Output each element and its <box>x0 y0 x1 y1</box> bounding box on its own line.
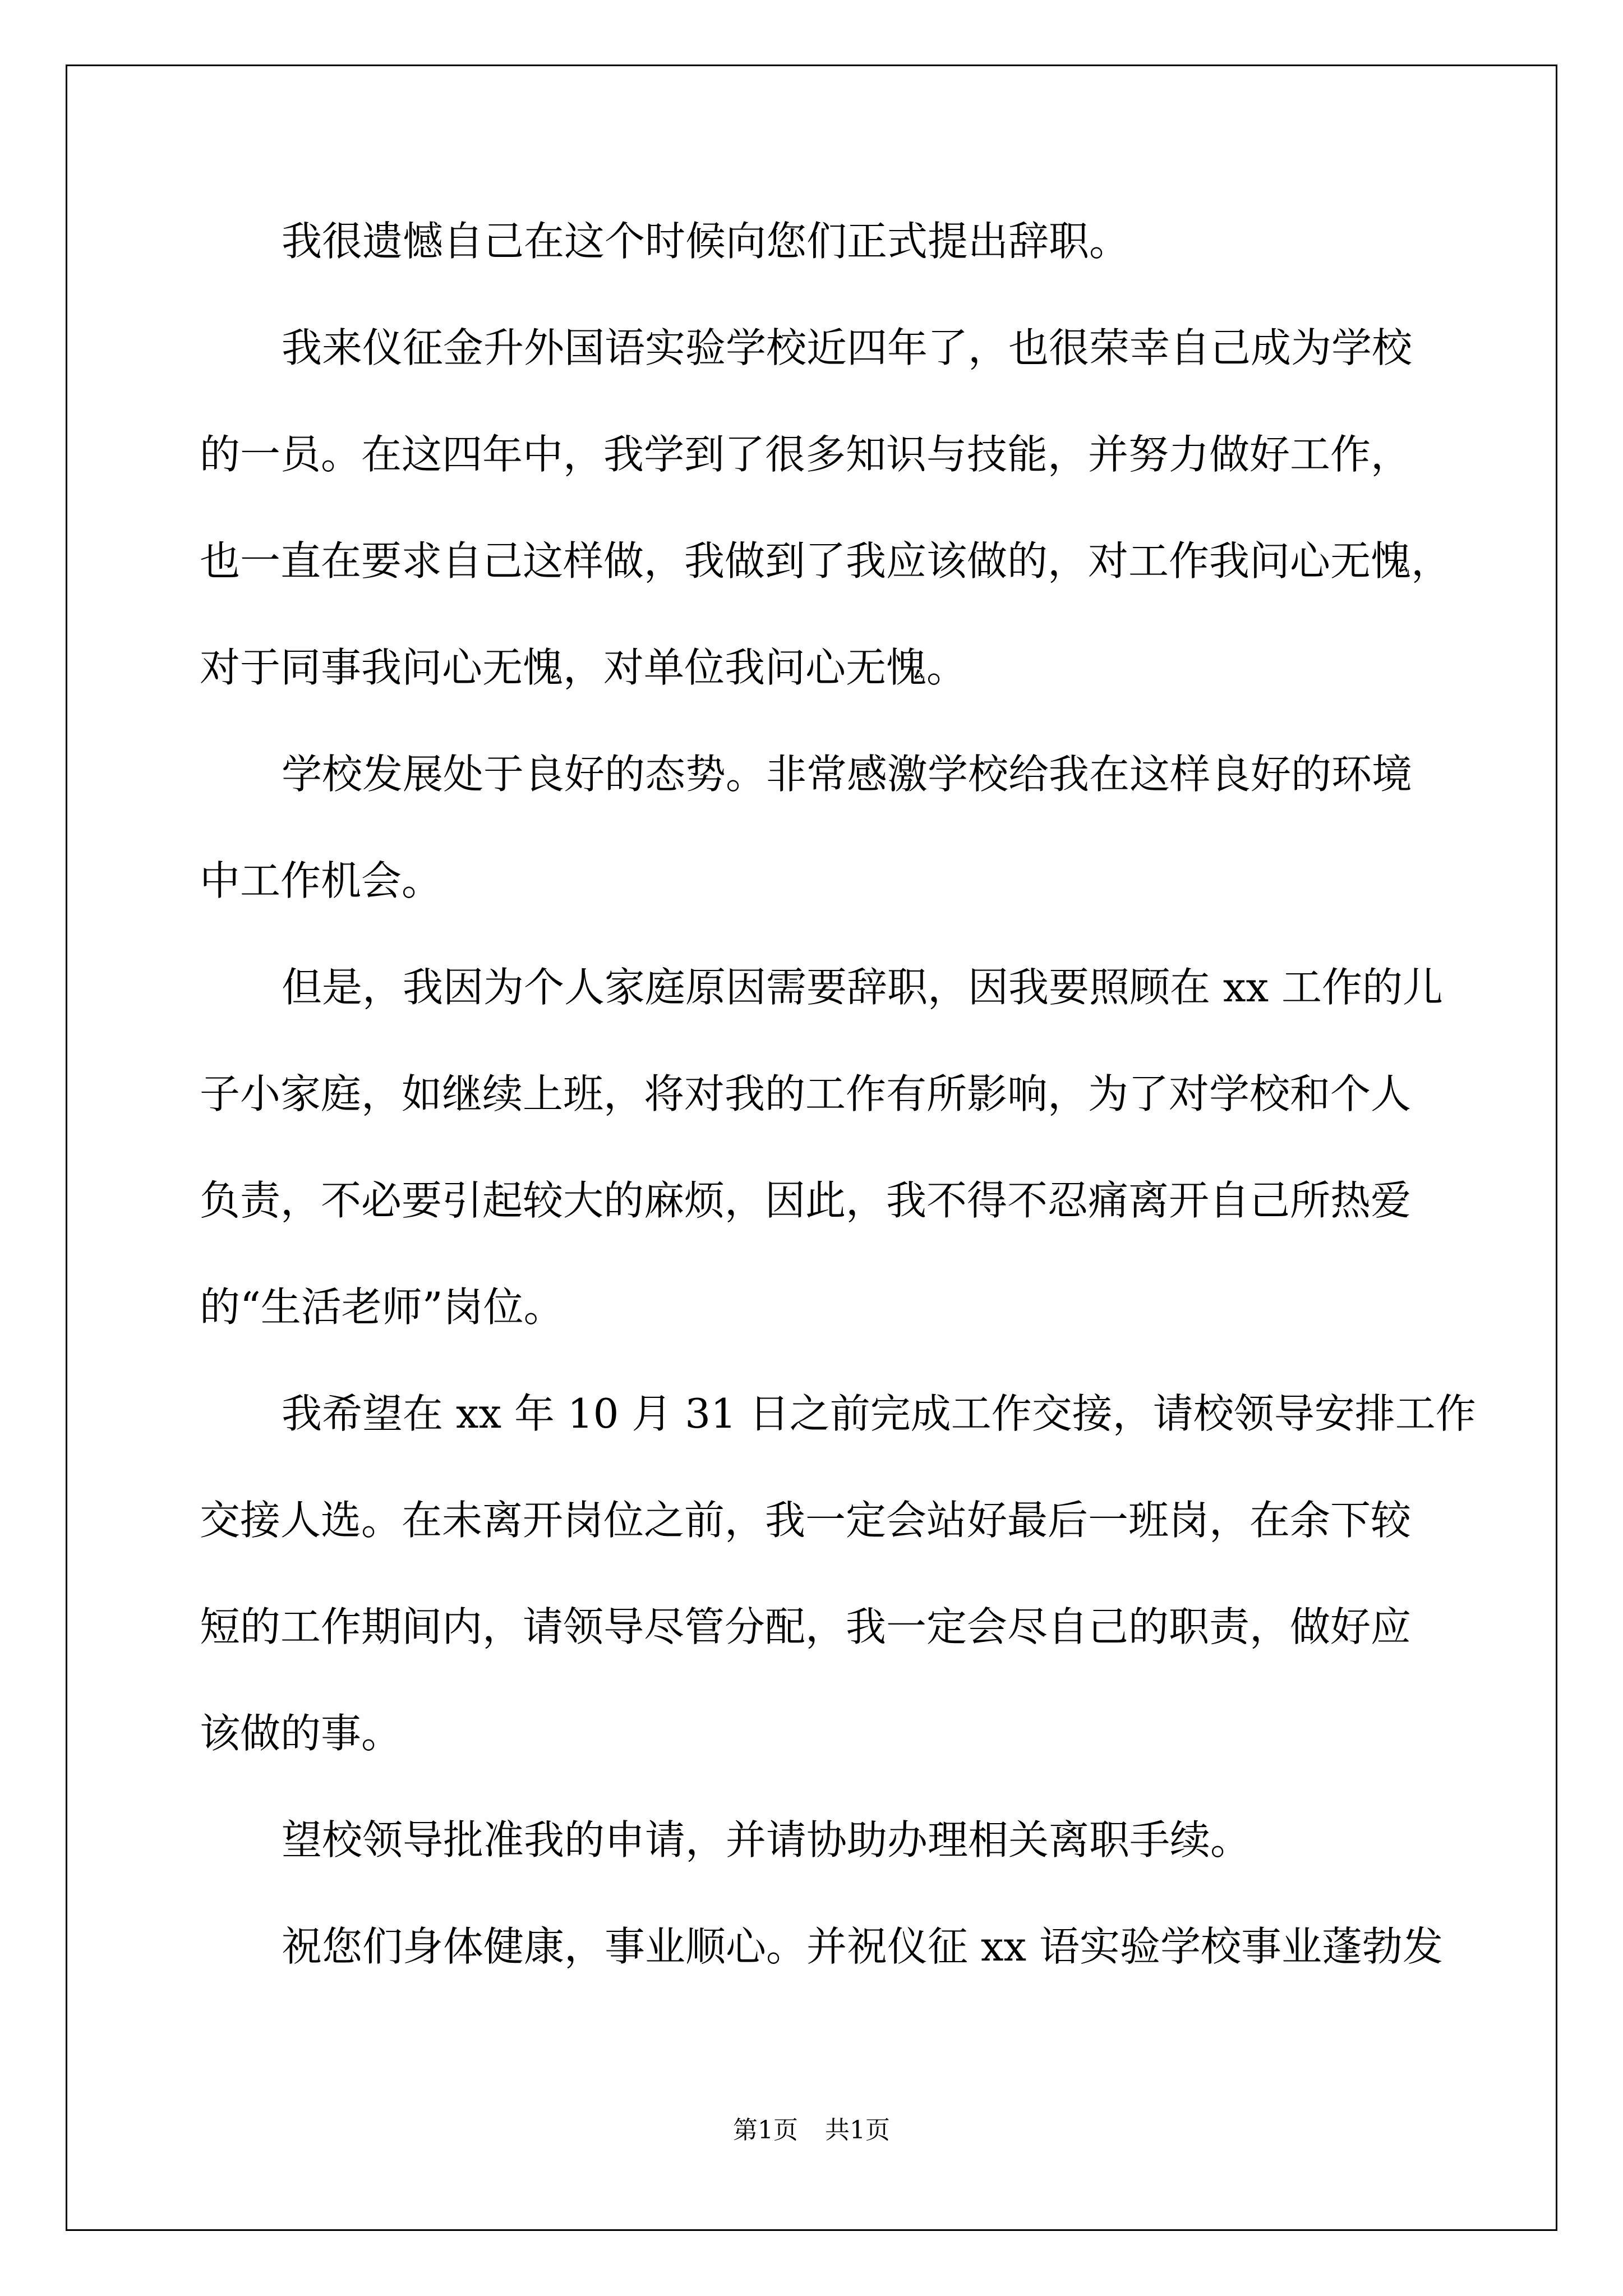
paragraph-line: 的一员。在这四年中，我学到了很多知识与技能，并努力做好工作， <box>200 431 1412 478</box>
paragraph-line: 我来仪征金升外国语实验学校近四年了，也很荣幸自己成为学校 <box>282 324 1413 371</box>
paragraph-line: 子小家庭，如继续上班，将对我的工作有所影响，为了对学校和个人 <box>200 1070 1412 1117</box>
paragraph-line: 学校发展处于良好的态势。非常感激学校给我在这样良好的环境 <box>282 751 1413 798</box>
paragraph-line: 中工作机会。 <box>200 857 442 904</box>
paragraph-line: 祝您们身体健康，事业顺心。并祝仪征 xx 语实验学校事业蓬勃发 <box>282 1923 1443 1970</box>
page-footer <box>0 2114 1623 2147</box>
page-border <box>66 65 1557 2231</box>
paragraph-line: 该做的事。 <box>200 1710 402 1757</box>
paragraph-line: 短的工作期间内，请领导尽管分配，我一定会尽自己的职责，做好应 <box>200 1603 1412 1650</box>
paragraph-line: 望校领导批准我的申请，并请协助办理相关离职手续。 <box>282 1816 1251 1864</box>
paragraph-line: 我希望在 xx 年 10 月 31 日之前完成工作交接，请校领导安排工作 <box>282 1390 1476 1437</box>
paragraph-line: 的“生活老师”岗位。 <box>200 1283 564 1331</box>
paragraph-line: 我很遗憾自己在这个时候向您们正式提出辞职。 <box>282 218 1130 265</box>
paragraph-line: 也一直在要求自己这样做，我做到了我应该做的，对工作我问心无愧， <box>200 537 1452 585</box>
page-total: 共1页 <box>825 2116 890 2145</box>
paragraph-line: 负责，不必要引起较大的麻烦，因此，我不得不忍痛离开自己所热爱 <box>200 1177 1412 1224</box>
paragraph-line: 交接人选。在未离开岗位之前，我一定会站好最后一班岗，在余下较 <box>200 1497 1412 1544</box>
paragraph-line: 对于同事我问心无愧，对单位我问心无愧。 <box>200 644 967 691</box>
paragraph-line: 但是，我因为个人家庭原因需要辞职，因我要照顾在 xx 工作的儿 <box>282 964 1443 1011</box>
page-number: 第1页 <box>733 2116 798 2145</box>
